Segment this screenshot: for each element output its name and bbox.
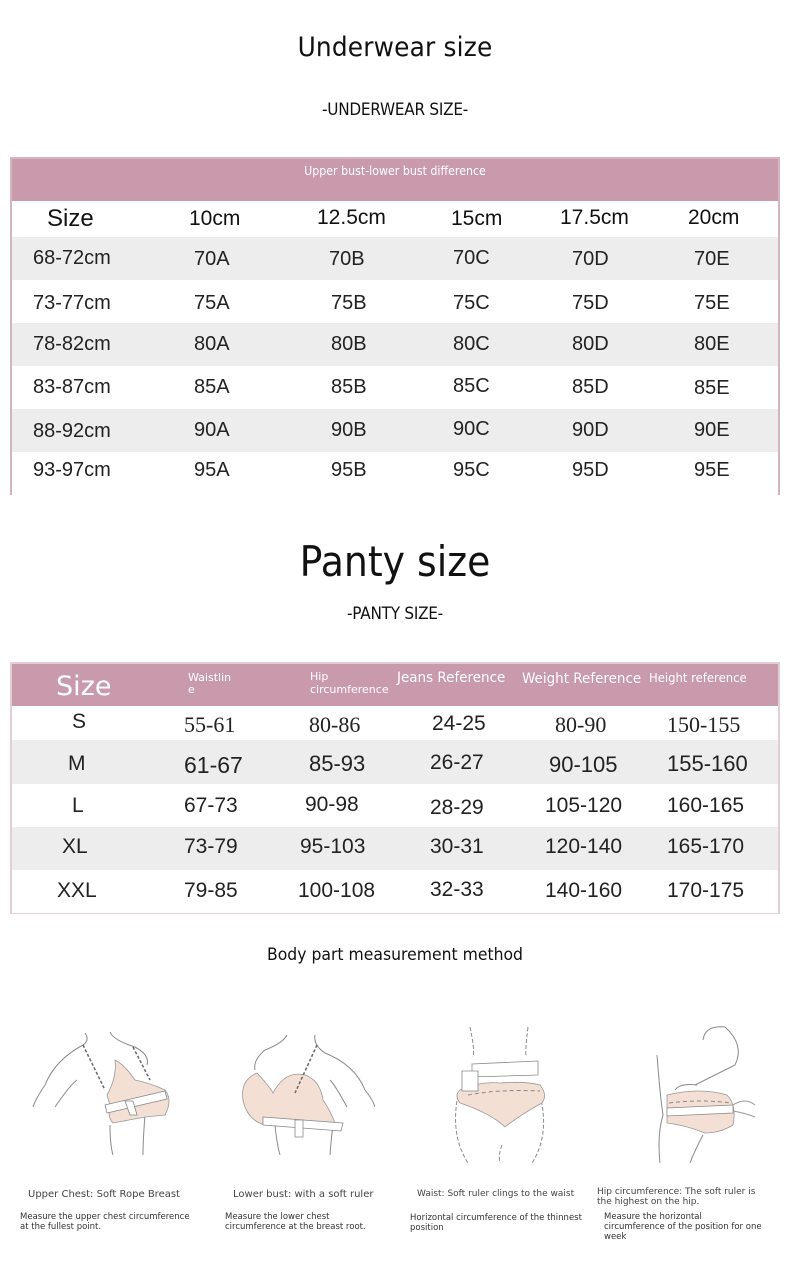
- table-cell: 79-85: [184, 879, 238, 902]
- column-header: 12.5cm: [317, 206, 386, 229]
- table-cell: 105-120: [545, 794, 623, 817]
- table-cell: 95A: [194, 459, 230, 481]
- column-header-jeans: Jeans Reference: [397, 670, 506, 686]
- underwear-table-header-band: [12, 159, 778, 201]
- underwear-size-title: Underwear size: [297, 32, 493, 63]
- table-cell: 85-93: [309, 751, 366, 776]
- column-header-waistline: [188, 672, 231, 696]
- table-row: [12, 366, 778, 409]
- lower-bust-figure-icon: [235, 1005, 375, 1175]
- table-cell: 80E: [694, 333, 730, 355]
- table-cell: 90C: [453, 418, 490, 440]
- table-header-row: [12, 664, 778, 706]
- column-header: 15cm: [451, 207, 503, 230]
- upper-chest-figure-icon: [25, 1005, 175, 1175]
- table-cell: 150-155: [667, 712, 741, 737]
- panty-size-title: Panty size: [299, 537, 491, 586]
- table-cell: 24-25: [432, 712, 486, 735]
- table-cell: 80-86: [309, 712, 361, 737]
- table-cell: 70D: [572, 248, 609, 270]
- caption-title: Waist: Soft ruler clings to the waist: [417, 1189, 575, 1199]
- caption-desc: Measure the horizontal circumference of the position for one week: [604, 1212, 762, 1242]
- table-cell: 75E: [694, 292, 730, 314]
- table-cell: 55-61: [184, 712, 236, 737]
- table-cell: 85D: [572, 376, 609, 398]
- table-row: [12, 740, 778, 784]
- table-row: [12, 870, 778, 913]
- table-cell: 32-33: [430, 878, 484, 901]
- column-header-hip: [310, 670, 389, 696]
- table-cell: 120-140: [545, 835, 623, 858]
- table-cell: 80B: [331, 333, 367, 355]
- table-cell: 80D: [572, 333, 609, 355]
- column-header: 20cm: [688, 206, 740, 229]
- measurement-figures: [0, 1005, 790, 1175]
- caption-title: Hip circumference: The soft ruler is the highest on the hip.: [597, 1187, 756, 1207]
- table-cell: 90A: [194, 419, 230, 441]
- table-cell: 70C: [453, 247, 490, 269]
- table-cell: 93-97cm: [33, 459, 111, 481]
- table-row: [12, 280, 778, 323]
- table-cell: 95D: [572, 459, 609, 481]
- table-cell: XL: [62, 835, 88, 858]
- table-cell: 85C: [453, 375, 490, 397]
- table-cell: 30-31: [430, 835, 484, 858]
- bust-difference-label: Upper bust-lower bust difference: [304, 164, 486, 178]
- table-cell: 28-29: [430, 796, 484, 819]
- table-row: [12, 452, 778, 495]
- table-cell: L: [72, 794, 84, 817]
- table-cell: 85B: [331, 376, 367, 398]
- table-cell: 80C: [453, 333, 490, 355]
- table-cell: 155-160: [667, 751, 748, 776]
- table-cell: 26-27: [430, 751, 484, 774]
- table-cell: 73-77cm: [33, 292, 111, 314]
- table-cell: 75A: [194, 292, 230, 314]
- table-cell: 90E: [694, 419, 730, 441]
- table-cell: 78-82cm: [33, 333, 111, 355]
- table-cell: 83-87cm: [33, 376, 111, 398]
- hip-label-line1: Hip: [310, 670, 329, 683]
- table-cell: 70B: [329, 248, 365, 270]
- column-header-weight: Weight Reference: [522, 671, 642, 687]
- table-cell: 95-103: [300, 835, 366, 858]
- table-cell: 75B: [331, 292, 367, 314]
- hip-figure-icon: [645, 1005, 760, 1175]
- column-header-size: Size: [47, 205, 94, 232]
- table-row: [12, 409, 778, 452]
- underwear-size-table: [10, 157, 780, 495]
- column-header: 10cm: [189, 207, 241, 230]
- column-header-size: Size: [56, 671, 112, 702]
- waistline-label-line2: e: [188, 683, 195, 696]
- table-cell: 100-108: [298, 879, 376, 902]
- table-cell: 80A: [194, 333, 230, 355]
- table-cell: 61-67: [184, 752, 243, 778]
- table-cell: 160-165: [667, 794, 745, 817]
- table-cell: 75D: [572, 292, 609, 314]
- column-header: 17.5cm: [560, 206, 629, 229]
- table-cell: 170-175: [667, 879, 745, 902]
- waist-figure-icon: [440, 1005, 560, 1175]
- table-cell: 140-160: [545, 879, 623, 902]
- column-header-height: Height reference: [649, 670, 747, 685]
- hip-label-line2: circumference: [310, 683, 389, 696]
- caption-desc: Measure the lower chest circumference at the breast root.: [225, 1212, 366, 1232]
- caption-title: Lower bust: with a soft ruler: [233, 1189, 374, 1200]
- table-header-row: [12, 201, 778, 237]
- measurement-method-title: Body part measurement method: [267, 945, 523, 965]
- table-cell: 90D: [572, 419, 609, 441]
- table-cell: 67-73: [184, 794, 238, 817]
- table-cell: 90B: [331, 419, 367, 441]
- table-cell: 95B: [331, 459, 367, 481]
- table-row: [12, 237, 778, 280]
- underwear-size-subtitle: -UNDERWEAR SIZE-: [322, 100, 468, 120]
- panty-size-table: [10, 662, 780, 914]
- table-cell: 75C: [453, 292, 490, 314]
- caption-desc: Horizontal circumference of the thinnest position: [410, 1213, 582, 1233]
- panty-size-subtitle: -PANTY SIZE-: [347, 604, 443, 624]
- table-cell: 88-92cm: [33, 420, 111, 442]
- table-cell: 85E: [694, 377, 730, 399]
- table-cell: 165-170: [667, 835, 745, 858]
- table-cell: 80-90: [555, 712, 607, 737]
- caption-desc: Measure the upper chest circumference at the fullest point.: [20, 1212, 190, 1232]
- table-row: [12, 784, 778, 827]
- table-cell: M: [68, 752, 86, 775]
- table-row: [12, 323, 778, 366]
- table-row: [12, 706, 778, 740]
- caption-title: Upper Chest: Soft Rope Breast: [28, 1189, 180, 1200]
- table-cell: 68-72cm: [33, 247, 111, 269]
- table-cell: 90-105: [549, 752, 618, 777]
- table-cell: 85A: [194, 376, 230, 398]
- table-cell: 95C: [453, 459, 490, 481]
- table-cell: 73-79: [184, 835, 238, 858]
- table-cell: XXL: [57, 879, 97, 902]
- table-cell: S: [72, 710, 87, 733]
- table-cell: 70A: [194, 248, 230, 270]
- waistline-label-line1: Waistlin: [188, 671, 232, 684]
- table-cell: 95E: [694, 459, 730, 481]
- table-cell: 70E: [694, 248, 730, 270]
- table-cell: 90-98: [305, 793, 359, 816]
- table-row: [12, 827, 778, 870]
